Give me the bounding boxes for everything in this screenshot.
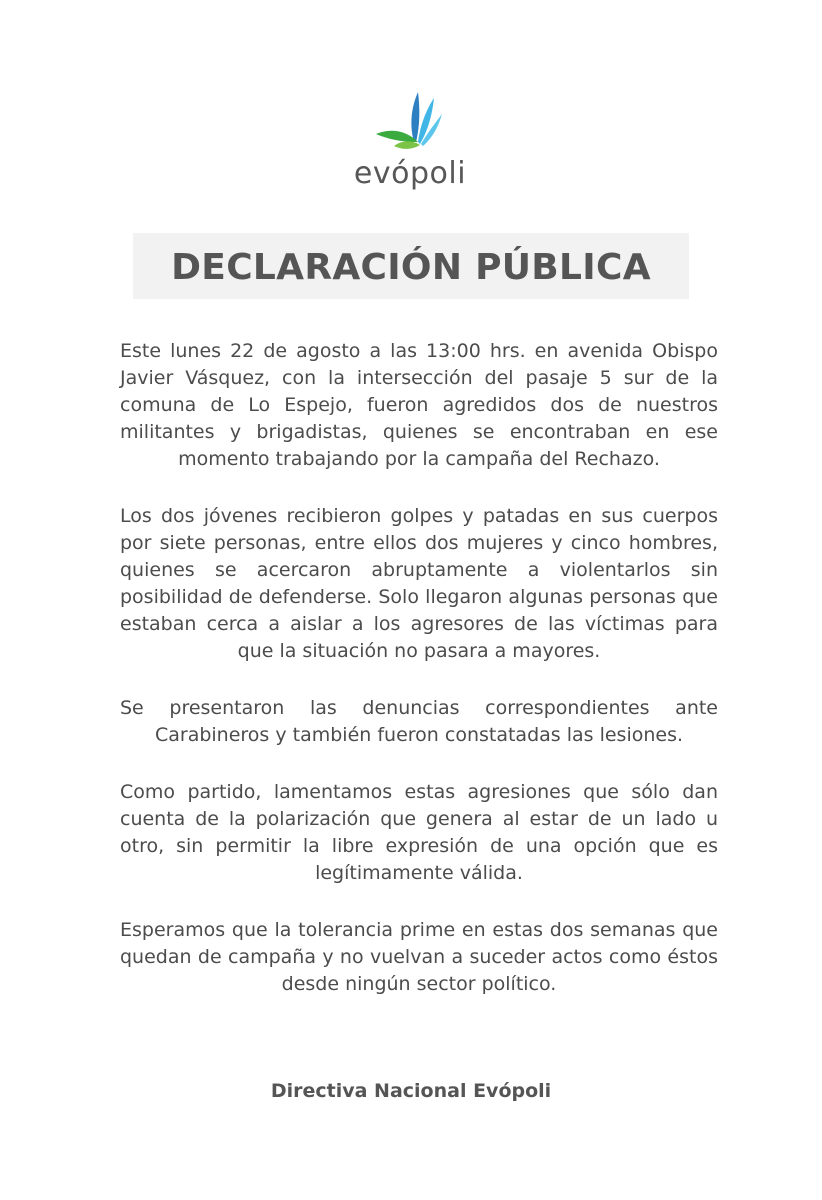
paragraph-2: Los dos jóvenes recibieron golpes y patadas en sus cuerpos por siete personas, entre ellos dos mujeres y cinco hombres, quienes se acercaron abruptamente a violentarlos sin posibilidad de defenderse. Solo llegaron algunas personas que estaban cerca a aislar a los agresores de las víctimas para que la situación no pasara a mayores.: [120, 505, 718, 662]
title-band: [133, 233, 689, 299]
evopoli-logo: [330, 88, 490, 208]
signature: Directiva Nacional Evópoli: [270, 1080, 552, 1102]
paragraph-3: Se presentaron las denuncias correspondientes ante Carabineros y también fueron constatadas las lesiones.: [120, 697, 718, 746]
page-title: DECLARACIÓN PÚBLICA: [171, 247, 651, 288]
wing-leaf-logo-icon: [376, 88, 448, 160]
paragraph-5: Esperamos que la tolerancia prime en estas dos semanas que quedan de campaña y no vuelvan a suceder actos como éstos desde ningún sector político.: [120, 919, 718, 995]
logo-wordmark: evópoli: [353, 156, 467, 191]
statement-body: [120, 338, 718, 1028]
paragraph-4: Como partido, lamentamos estas agresiones que sólo dan cuenta de la polarización que genera al estar de un lado u otro, sin permitir la libre expresión de una opción que es legítimamente válida.: [120, 781, 718, 884]
paragraph-1: Este lunes 22 de agosto a las 13:00 hrs. en avenida Obispo Javier Vásquez, con la intersección del pasaje 5 sur de la comuna de Lo Espejo, fueron agredidos dos de nuestros militantes y brigadistas, quienes se encontraban en ese momento trabajando por la campaña del Rechazo.: [120, 340, 718, 470]
